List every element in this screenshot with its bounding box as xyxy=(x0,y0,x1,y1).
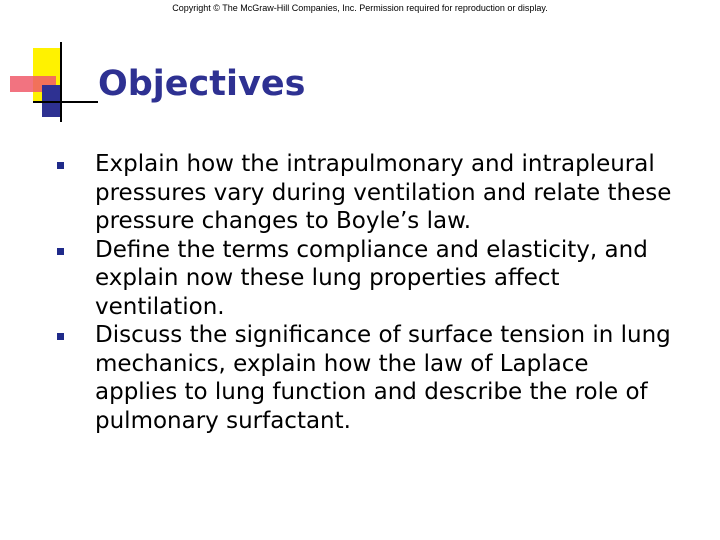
list-item xyxy=(52,321,672,435)
copyright-notice: Copyright © The McGraw-Hill Companies, Inc. Permission required for reproduction or display. xyxy=(172,3,548,13)
bullet-text: Define the terms compliance and elasticity, and explain now these lung properties affect ventilation. xyxy=(95,236,648,320)
bullet-text: Explain how the intrapulmonary and intrapleural pressures vary during ventilation and relate these pressure changes to Boyle’s law. xyxy=(95,151,672,234)
list-item xyxy=(52,150,672,236)
square-bullet-icon xyxy=(57,248,64,255)
square-bullet-icon xyxy=(57,333,64,340)
list-item xyxy=(52,236,672,322)
slide-title: Objectives xyxy=(98,64,306,104)
square-bullet-icon xyxy=(57,162,64,169)
objectives-list xyxy=(52,150,672,435)
title-decoration-graphic xyxy=(0,0,100,130)
bullet-text: Discuss the significance of surface tension in lung mechanics, explain how the law of Laplace applies to lung function and describe the role of pulmonary surfactant. xyxy=(95,322,671,434)
